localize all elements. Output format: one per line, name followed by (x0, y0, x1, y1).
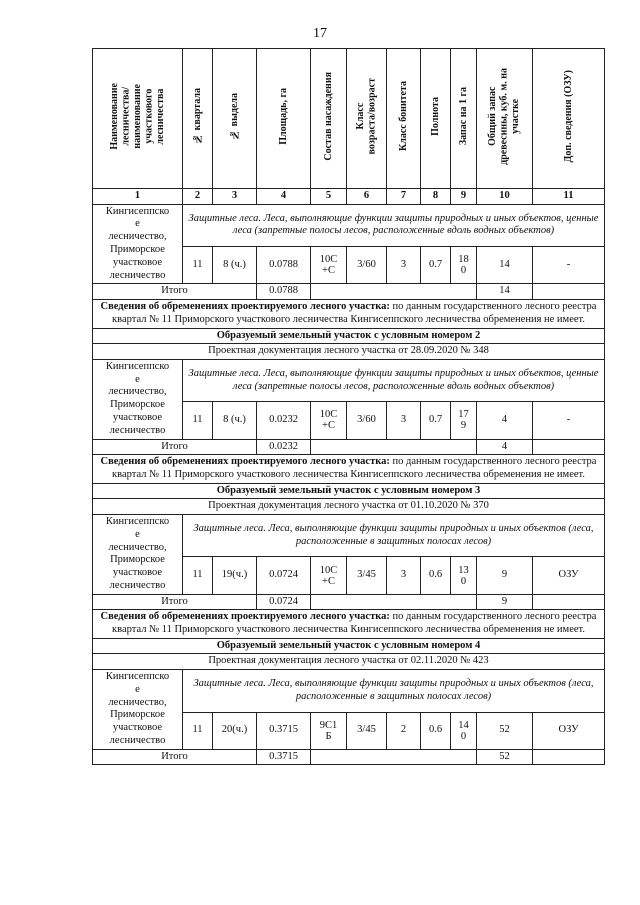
block2-total-label: Итого (93, 439, 257, 455)
block4-area: 0.3715 (257, 712, 311, 749)
block4-doc-row (93, 654, 605, 670)
block3-stock-per-ha: 13 0 (451, 557, 477, 594)
block2-purpose: Защитные леса. Леса, выполняющие функции защиты природных и иных объектов, ценные леса (запретные полосы лесов, расположенные вдоль водных объектов) (183, 359, 605, 402)
block1-extra: - (533, 247, 605, 284)
block2-extra: - (533, 402, 605, 439)
header-total-stock: Общий запас древесины, куб. м. на участке (477, 49, 533, 189)
block4-density: 0.6 (421, 712, 451, 749)
block3-bonitet: 3 (387, 557, 421, 594)
block3-extra: ОЗУ (533, 557, 605, 594)
block2-total-row (93, 439, 605, 455)
block3-total-label: Итого (93, 594, 257, 610)
block1-total-row (93, 284, 605, 300)
block3-doc-row (93, 499, 605, 515)
block4-title: Образуемый земельный участок с условным номером 4 (93, 638, 605, 654)
block4-total-area: 0.3715 (257, 749, 311, 765)
block4-extra: ОЗУ (533, 712, 605, 749)
block3-vydel: 19(ч.) (213, 557, 257, 594)
header-composition: Состав насаждения (311, 49, 347, 189)
block1-encumbrance: Сведения об обременениях проектируемого лесного участка: по данным государственного лесного реестра квартал № 11 Приморского участкового лесничества Кингисеппского лесничества обременения не имеет. (93, 299, 605, 328)
block2-total-stock: 4 (477, 402, 533, 439)
block2-encumbrance-row (93, 455, 605, 484)
block2-doc-row (93, 344, 605, 360)
block3-density: 0.6 (421, 557, 451, 594)
block2-encumbrance: Сведения об обременениях проектируемого лесного участка: по данным государственного лесного реестра квартал № 11 Приморского участкового лесничества Кингисеппского лесничества обременения не имеет. (93, 455, 605, 484)
page-number: 17 (313, 26, 327, 41)
block1-total-stock-sum: 14 (477, 284, 533, 300)
forest-plots-table (92, 48, 605, 765)
block4-doc: Проектная документация лесного участка от 02.11.2020 № 423 (93, 654, 605, 670)
block4-total-stock-sum: 52 (477, 749, 533, 765)
block3-forestry-name: Кингисеппско е лесничество, Приморское участковое лесничество (93, 514, 183, 594)
block4-bonitet: 2 (387, 712, 421, 749)
block2-total-stock-sum: 4 (477, 439, 533, 455)
block3-encumbrance-row (93, 610, 605, 639)
block4-composition: 9С1 Б (311, 712, 347, 749)
block1-density: 0.7 (421, 247, 451, 284)
block4-vydel: 20(ч.) (213, 712, 257, 749)
block1-total-label: Итого (93, 284, 257, 300)
header-age-class: Класс возраста/возраст (347, 49, 387, 189)
block1-purpose-row (93, 204, 605, 247)
block3-age: 3/45 (347, 557, 387, 594)
block2-bonitet: 3 (387, 402, 421, 439)
block4-purpose-row (93, 670, 605, 713)
block1-total-area: 0.0788 (257, 284, 311, 300)
block4-quarter: 11 (183, 712, 213, 749)
block2-density: 0.7 (421, 402, 451, 439)
block4-purpose: Защитные леса. Леса, выполняющие функции защиты природных и иных объектов (леса, расположенные в защитных полосах лесов) (183, 670, 605, 713)
block2-composition: 10С +С (311, 402, 347, 439)
block3-title-row (93, 483, 605, 499)
block2-quarter: 11 (183, 402, 213, 439)
block3-title: Образуемый земельный участок с условным номером 3 (93, 483, 605, 499)
block1-area: 0.0788 (257, 247, 311, 284)
block2-stock-per-ha: 17 9 (451, 402, 477, 439)
block3-total-stock-sum: 9 (477, 594, 533, 610)
block2-forestry-name: Кингисеппско е лесничество, Приморское участковое лесничество (93, 359, 183, 439)
block2-doc: Проектная документация лесного участка от 28.09.2020 № 348 (93, 344, 605, 360)
block1-composition: 10С +С (311, 247, 347, 284)
block1-forestry-name: Кингисеппско е лесничество, Приморское участковое лесничество (93, 204, 183, 284)
block4-forestry-name: Кингисеппско е лесничество, Приморское участковое лесничество (93, 670, 183, 750)
header-name (93, 49, 183, 189)
block1-bonitet: 3 (387, 247, 421, 284)
header-quarter: № квартала (183, 49, 213, 189)
header-density: Полнота (421, 49, 451, 189)
header-stock-per-ha: Запас на 1 га (451, 49, 477, 189)
block4-stock-per-ha: 14 0 (451, 712, 477, 749)
block1-age: 3/60 (347, 247, 387, 284)
block3-purpose: Защитные леса. Леса, выполняющие функции защиты природных и иных объектов (леса, расположенные в защитных полосах лесов) (183, 514, 605, 557)
block2-purpose-row (93, 359, 605, 402)
header-extra: Доп. сведения (ОЗУ) (533, 49, 605, 189)
block1-encumbrance-row (93, 299, 605, 328)
block4-total-stock: 52 (477, 712, 533, 749)
block3-quarter: 11 (183, 557, 213, 594)
block4-total-label: Итого (93, 749, 257, 765)
block2-total-area: 0.0232 (257, 439, 311, 455)
block1-total-stock: 14 (477, 247, 533, 284)
block2-area: 0.0232 (257, 402, 311, 439)
header-vydel: № выдела (213, 49, 257, 189)
block4-total-row (93, 749, 605, 765)
block2-title: Образуемый земельный участок с условным номером 2 (93, 328, 605, 344)
block2-age: 3/60 (347, 402, 387, 439)
column-numbers-row: 1 2 3 4 5 6 7 8 9 10 11 (93, 189, 605, 205)
block2-title-row (93, 328, 605, 344)
block3-total-stock: 9 (477, 557, 533, 594)
header-bonitet: Класс бонитета (387, 49, 421, 189)
block3-purpose-row (93, 514, 605, 557)
block3-total-row (93, 594, 605, 610)
block3-encumbrance: Сведения об обременениях проектируемого лесного участка: по данным государственного лесного реестра квартал № 11 Приморского участкового лесничества Кингисеппского лесничества обременения не имеет. (93, 610, 605, 639)
block4-title-row (93, 638, 605, 654)
block3-total-area: 0.0724 (257, 594, 311, 610)
block4-age: 3/45 (347, 712, 387, 749)
block3-composition: 10С +С (311, 557, 347, 594)
block3-area: 0.0724 (257, 557, 311, 594)
block1-purpose: Защитные леса. Леса, выполняющие функции защиты природных и иных объектов, ценные леса (запретные полосы лесов, расположенные вдоль водных объектов) (183, 204, 605, 247)
block2-vydel: 8 (ч.) (213, 402, 257, 439)
header-area: Площадь, га (257, 49, 311, 189)
block1-quarter: 11 (183, 247, 213, 284)
block3-doc: Проектная документация лесного участка от 01.10.2020 № 370 (93, 499, 605, 515)
header-name-text: Наименование лесничества/ наименование участкового лесничества (108, 82, 166, 150)
block1-stock-per-ha: 18 0 (451, 247, 477, 284)
header-row (93, 49, 605, 189)
block1-vydel: 8 (ч.) (213, 247, 257, 284)
